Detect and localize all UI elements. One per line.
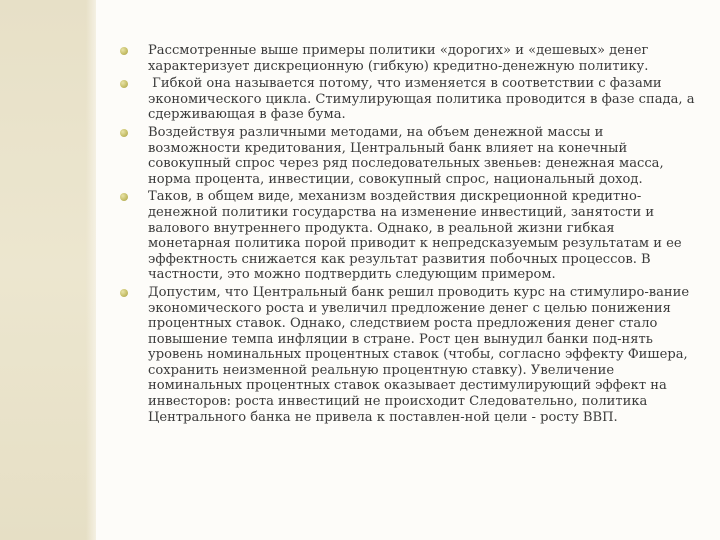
- bullet-icon: [120, 289, 128, 297]
- bullet-list: [114, 43, 698, 425]
- bullet-icon: [120, 80, 128, 88]
- slide-body: [114, 43, 698, 427]
- bullet-icon: [120, 129, 128, 137]
- bullet-text: Рассмотренные выше примеры политики «дорогих» и «дешевых» денег характеризует дискреционную (гибкую) кредитно-денежную политику.: [148, 43, 649, 74]
- decorative-left-bar: [0, 0, 96, 540]
- bullet-item: [114, 189, 698, 283]
- bullet-text: Воздействуя различными методами, на объем денежной массы и возможности кредитования, Центральный банк влияет на конечный совокупный спрос через ряд последовательных звеньев: денежная масса, норма процента, инвестиции, совокупный спрос, национальный доход.: [148, 124, 664, 187]
- bullet-text: Таков, в общем виде, механизм воздействия дискреционной кредитно-денежной политики государства на изменение инвестиций, занятости и валового внутреннего продукта. Однако, в реальной жизни гибкая монетарная политика порой приводит к непредсказуемым результатам и ее эффектность снижается как результат развития побочных процессов. В частности, это можно подтвердить следующим примером.: [148, 189, 682, 283]
- bullet-text: Гибкой она называется потому, что изменяется в соответствии с фазами экономического цикла. Стимулирующая политика проводится в фазе спада, а сдерживающая в фазе бума.: [148, 76, 699, 123]
- bullet-icon: [120, 47, 128, 55]
- bullet-icon: [120, 193, 128, 201]
- bullet-item: [114, 76, 698, 123]
- bullet-item: [114, 285, 698, 425]
- bullet-text: Допустим, что Центральный банк решил проводить курс на стимулиро-вание экономического роста и увеличил предложение денег с целью понижения процентных ставок. Однако, следствием роста предложения денег стало повышение темпа инфляции в стране. Рост цен вынудил банки под-нять уровень номинальных процентных ставок (чтобы, согласно эффекту Фишера, сохранить неизменной реальную процентную ставку). Увеличение номинальных процентных ставок оказывает дестимулирующий эффект на инвесторов: роста инвестиций не происходит Следовательно, политика Центрального банка не привела к поставлен-ной цели - росту ВВП.: [148, 284, 690, 425]
- bullet-item: [114, 43, 698, 74]
- bullet-item: [114, 125, 698, 187]
